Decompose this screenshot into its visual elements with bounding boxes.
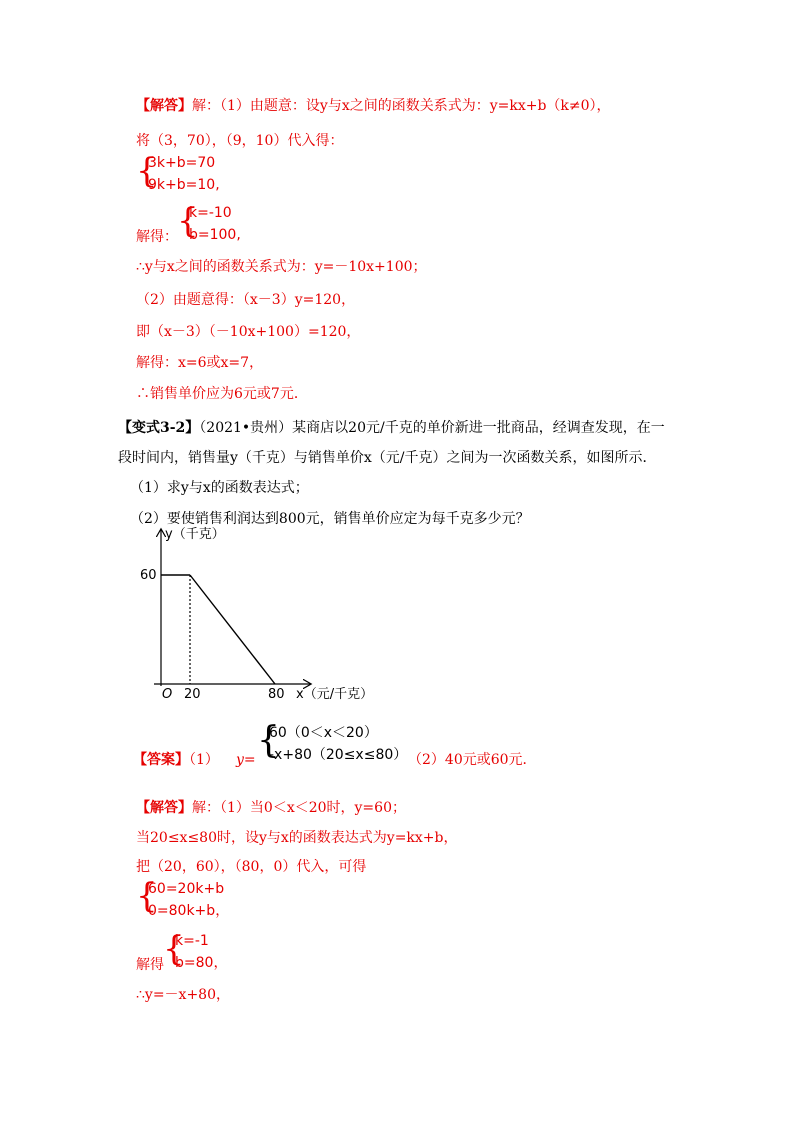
question-2: （2）要使销售利润达到800元，销售单价应定为每千克多少元？ bbox=[130, 511, 530, 527]
equation: k=-1 bbox=[175, 933, 209, 949]
problem-line-2: 段时间内，销售量y（千克）与销售单价x（元/千克）之间为一次函数关系，如图所示． bbox=[118, 450, 657, 466]
final-answer-line: ∴销售单价应为6元或7元． bbox=[136, 386, 308, 402]
punctuation: ， bbox=[213, 955, 228, 971]
punctuation: , bbox=[236, 227, 241, 243]
equation-system-1 bbox=[148, 152, 220, 196]
solution2-line-3: 把（20，60），（80，0）代入，可得 bbox=[136, 859, 367, 875]
solution2-line-2: 当20≤x≤80时，设y与x的函数表达式为y=kx+b， bbox=[136, 830, 458, 846]
function-graph bbox=[140, 524, 390, 704]
conclusion-line: ∴y与x之间的函数关系式为：y=－10x+100； bbox=[136, 259, 427, 275]
sloped-segment bbox=[190, 575, 275, 684]
x-tick-label: 80 bbox=[268, 687, 285, 702]
problem-line-1 bbox=[118, 418, 665, 438]
x-axis-label: x（元/千克） bbox=[296, 687, 374, 702]
y-tick-label: 60 bbox=[140, 568, 157, 583]
problem-tag: 【变式3-2】 bbox=[118, 420, 200, 436]
question-1: （1）求y与x的函数表达式； bbox=[130, 480, 309, 496]
left-brace: { bbox=[136, 876, 158, 916]
equation-line: 即（x－3）（－10x+100）=120， bbox=[136, 324, 361, 340]
piecewise-function bbox=[269, 722, 407, 766]
origin-label: O bbox=[162, 687, 173, 702]
left-brace: { bbox=[136, 151, 158, 191]
y-axis-label: y（千克） bbox=[165, 527, 225, 542]
equation: b=100 bbox=[189, 227, 237, 243]
piece: -x+80（20≤x≤80） bbox=[269, 747, 408, 763]
solution2-line-1 bbox=[136, 798, 406, 818]
piece: 60（0＜x＜20） bbox=[269, 725, 378, 741]
substitute-line: 将（3，70），（9，10）代入得： bbox=[136, 133, 344, 149]
answer-line bbox=[133, 750, 219, 770]
solution2-conclusion: ∴y=－x+80， bbox=[136, 987, 230, 1003]
left-brace: { bbox=[257, 720, 280, 761]
answer-part2: （2）40元或60元． bbox=[408, 752, 537, 768]
equation-system-4 bbox=[175, 930, 227, 974]
roots-line: 解得：x=6或x=7， bbox=[136, 355, 264, 371]
answer-tag: 【答案】 bbox=[133, 752, 189, 768]
solve-prefix: 解得 bbox=[136, 957, 164, 973]
equation-system-2 bbox=[189, 202, 241, 246]
equation-system-3 bbox=[148, 878, 229, 922]
punctuation: ， bbox=[215, 903, 230, 919]
problem-text: （2021•贵州）某商店以20元/千克的单价新进一批商品，经调查发现，在一 bbox=[199, 420, 665, 436]
solution-text: 解：（1）当0＜x＜20时，y=60； bbox=[192, 800, 406, 816]
equation: 60=20k+b bbox=[148, 881, 225, 897]
equation: 0=80k+b bbox=[148, 903, 216, 919]
part2-line: （2）由题意得：（x－3）y=120， bbox=[136, 292, 356, 308]
solution-tag: 【解答】 bbox=[136, 800, 192, 816]
answer-y-eq: y= bbox=[236, 752, 256, 768]
x-tick-label: 20 bbox=[184, 687, 201, 702]
left-brace: { bbox=[177, 201, 199, 241]
solution-text: 解：（1）由题意：设y与x之间的函数关系式为：y=kx+b（k≠0）， bbox=[192, 98, 611, 114]
equation: 3k+b=70 bbox=[148, 155, 216, 171]
punctuation: , bbox=[215, 177, 220, 193]
solution-tag: 【解答】 bbox=[136, 98, 192, 114]
equation: b=80 bbox=[175, 955, 214, 971]
solve-prefix: 解得： bbox=[136, 229, 178, 245]
equation: 9k+b=10 bbox=[148, 177, 216, 193]
answer-part1: （1） bbox=[189, 752, 219, 768]
solution-line-1 bbox=[136, 96, 611, 116]
equation: k=-10 bbox=[189, 205, 232, 221]
left-brace: { bbox=[163, 929, 185, 969]
